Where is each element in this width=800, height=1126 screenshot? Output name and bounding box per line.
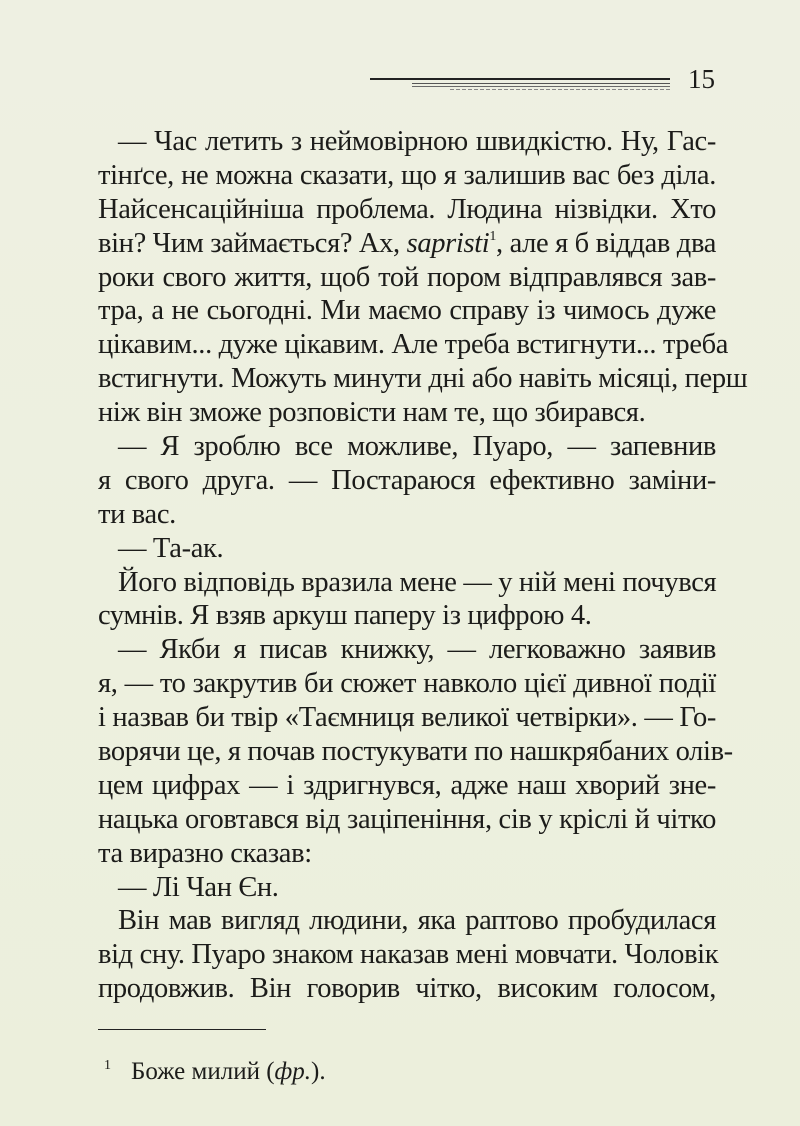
text-line: ти вас.: [98, 498, 176, 530]
footnote-text-italic: фр.: [274, 1058, 312, 1085]
text-line: цем цифрах — і здригнувся, адже наш хворий зне-: [98, 769, 716, 801]
footnote-separator: [98, 1029, 266, 1030]
text-line: тінґсе, не можна сказати, що я залишив вас без діла.: [98, 159, 716, 191]
text-line: цікавим... дуже цікавим. Але треба встигнути... треба: [98, 329, 729, 361]
text-segment: він? Чим займається? Ах,: [98, 227, 407, 259]
text-line: і назвав би твір «Таємниця великої четвірки». — Го-: [98, 702, 716, 734]
text-line: нацька оговтався від заціпеніння, сів у кріслі й чітко: [98, 803, 716, 835]
text-line: Найсенсаційніша проблема. Людина нізвідки. Хто: [98, 193, 716, 225]
text-line: Його відповідь вразила мене — у ній мені почувся: [118, 566, 717, 598]
text-line: ворячи це, я почав постукувати по нашкрябаних олів-: [98, 736, 733, 768]
text-line: — Час летить з неймовірною швидкістю. Ну, Гас-: [118, 126, 716, 157]
text-line: ніж він зможе розповісти нам те, що збирався.: [98, 397, 646, 429]
text-line: від сну. Пуаро знаком наказав мені мовчати. Чоловік: [98, 939, 719, 971]
text-line: продовжив. Він говорив чітко, високим голосом,: [98, 973, 716, 1005]
text-line: сумнів. Я взяв аркуш паперу із цифрою 4.: [98, 600, 592, 632]
text-line: — Якби я писав книжку, — легковажно заявив: [118, 634, 716, 666]
text-line: — Я зроблю все можливе, Пуаро, — запевнив: [118, 431, 716, 463]
text-line: встигнути. Можуть минути дні або навіть місяці, перш: [98, 363, 748, 395]
text-line: [98, 227, 716, 261]
text-line: Він мав вигляд людини, яка раптово пробудилася: [118, 905, 716, 937]
text-line: я свого друга. — Постараюся ефективно заміни-: [98, 464, 716, 496]
page-number: 15: [688, 64, 715, 94]
body-text: [98, 125, 748, 1006]
text-line: та виразно сказав:: [98, 837, 312, 869]
italic-term: sapristi: [406, 227, 490, 259]
header-rule: [450, 89, 670, 90]
text-line: тра, а не сьогодні. Ми маємо справу із чимось дуже: [98, 295, 716, 327]
header-rule: [412, 83, 670, 84]
text-line: я, — то закрутив би сюжет навколо цієї дивної події: [98, 668, 716, 700]
footnote-mark: 1: [104, 1058, 111, 1073]
running-header: [370, 62, 715, 102]
header-rule: [412, 86, 670, 87]
footnote-text-pre: Боже милий (: [131, 1058, 275, 1085]
text-line: роки свого життя, щоб той пором відправлявся зав-: [98, 261, 716, 293]
text-line: — Лі Чан Єн.: [118, 871, 279, 903]
header-rule: [370, 78, 670, 80]
text-line: — Та-ак.: [118, 532, 224, 564]
text-segment: , але я б віддав два: [496, 227, 716, 259]
footnote-text-post: ).: [311, 1058, 326, 1085]
footnote-reference[interactable]: 1: [489, 228, 497, 244]
footnote: [104, 1051, 326, 1087]
